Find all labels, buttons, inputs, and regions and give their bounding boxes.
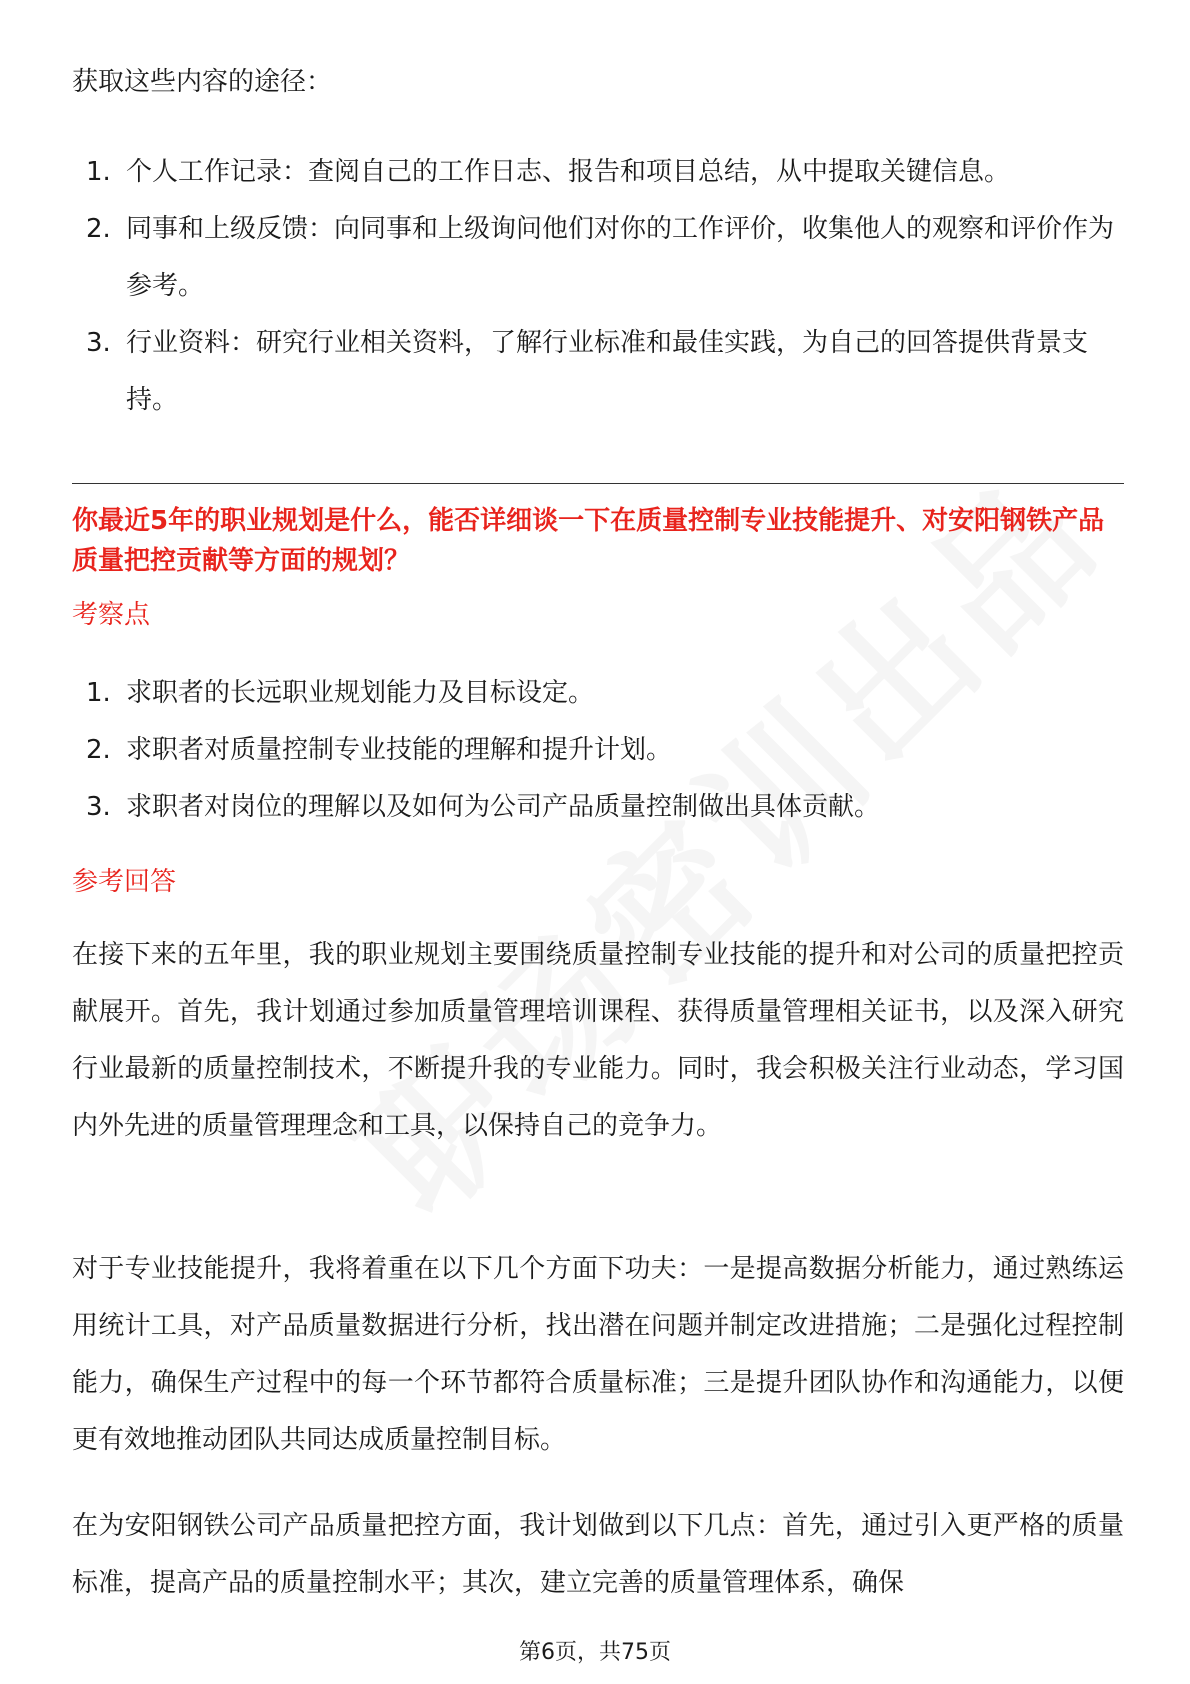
- list-item-text: 求职者的长远职业规划能力及目标设定。: [126, 678, 595, 708]
- list-item: [72, 144, 1124, 201]
- list-item-text: 同事和上级反馈：向同事和上级询问他们对你的工作评价，收集他人的观察和评价作为参考。: [126, 214, 1115, 301]
- list-number: 3.: [86, 792, 111, 822]
- intro-text: 获取这些内容的途径：: [72, 67, 333, 97]
- page-footer: 第6页，共75页: [519, 1640, 671, 1665]
- section-divider: [72, 483, 1124, 484]
- list-item: [72, 722, 1124, 779]
- list-item-text: 个人工作记录：查阅自己的工作日志、报告和项目总结，从中提取关键信息。: [126, 157, 1011, 187]
- list-item: [72, 779, 1124, 836]
- points-list: [72, 665, 1124, 836]
- list-number: 3.: [86, 328, 111, 358]
- list-number: 1.: [86, 157, 111, 187]
- points-title: 考察点: [72, 600, 151, 630]
- answer-paragraph: 在为安阳钢铁公司产品质量把控方面，我计划做到以下几点：首先，通过引入更严格的质量标准，提高产品的质量控制水平；其次，建立完善的质量管理体系，确保: [72, 1511, 1124, 1598]
- sources-list: [72, 144, 1124, 429]
- list-number: 2.: [86, 735, 111, 765]
- list-number: 1.: [86, 678, 111, 708]
- list-item: [72, 315, 1124, 429]
- list-number: 2.: [86, 214, 111, 244]
- list-item-text: 行业资料：研究行业相关资料，了解行业标准和最佳实践，为自己的回答提供背景支持。: [126, 328, 1089, 415]
- answer-paragraph: 在接下来的五年里，我的职业规划主要围绕质量控制专业技能的提升和对公司的质量把控贡献展开。首先，我计划通过参加质量管理培训课程、获得质量管理相关证书，以及深入研究行业最新的质量控制技术，不断提升我的专业能力。同时，我会积极关注行业动态，学习国内外先进的质量管理理念和工具，以保持自己的竞争力。: [72, 940, 1124, 1141]
- list-item-text: 求职者对质量控制专业技能的理解和提升计划。: [126, 735, 673, 765]
- list-item-text: 求职者对岗位的理解以及如何为公司产品质量控制做出具体贡献。: [126, 792, 881, 822]
- question-heading: 你最近5年的职业规划是什么，能否详细谈一下在质量控制专业技能提升、对安阳钢铁产品质量把控贡献等方面的规划？: [72, 506, 1105, 576]
- answer-paragraph: 对于专业技能提升，我将着重在以下几个方面下功夫：一是提高数据分析能力，通过熟练运用统计工具，对产品质量数据进行分析，找出潜在问题并制定改进措施；二是强化过程控制能力，确保生产过程中的每一个环节都符合质量标准；三是提升团队协作和沟通能力，以便更有效地推动团队共同达成质量控制目标。: [72, 1254, 1124, 1455]
- answer-title: 参考回答: [72, 867, 177, 897]
- list-item: [72, 665, 1124, 722]
- list-item: [72, 201, 1124, 315]
